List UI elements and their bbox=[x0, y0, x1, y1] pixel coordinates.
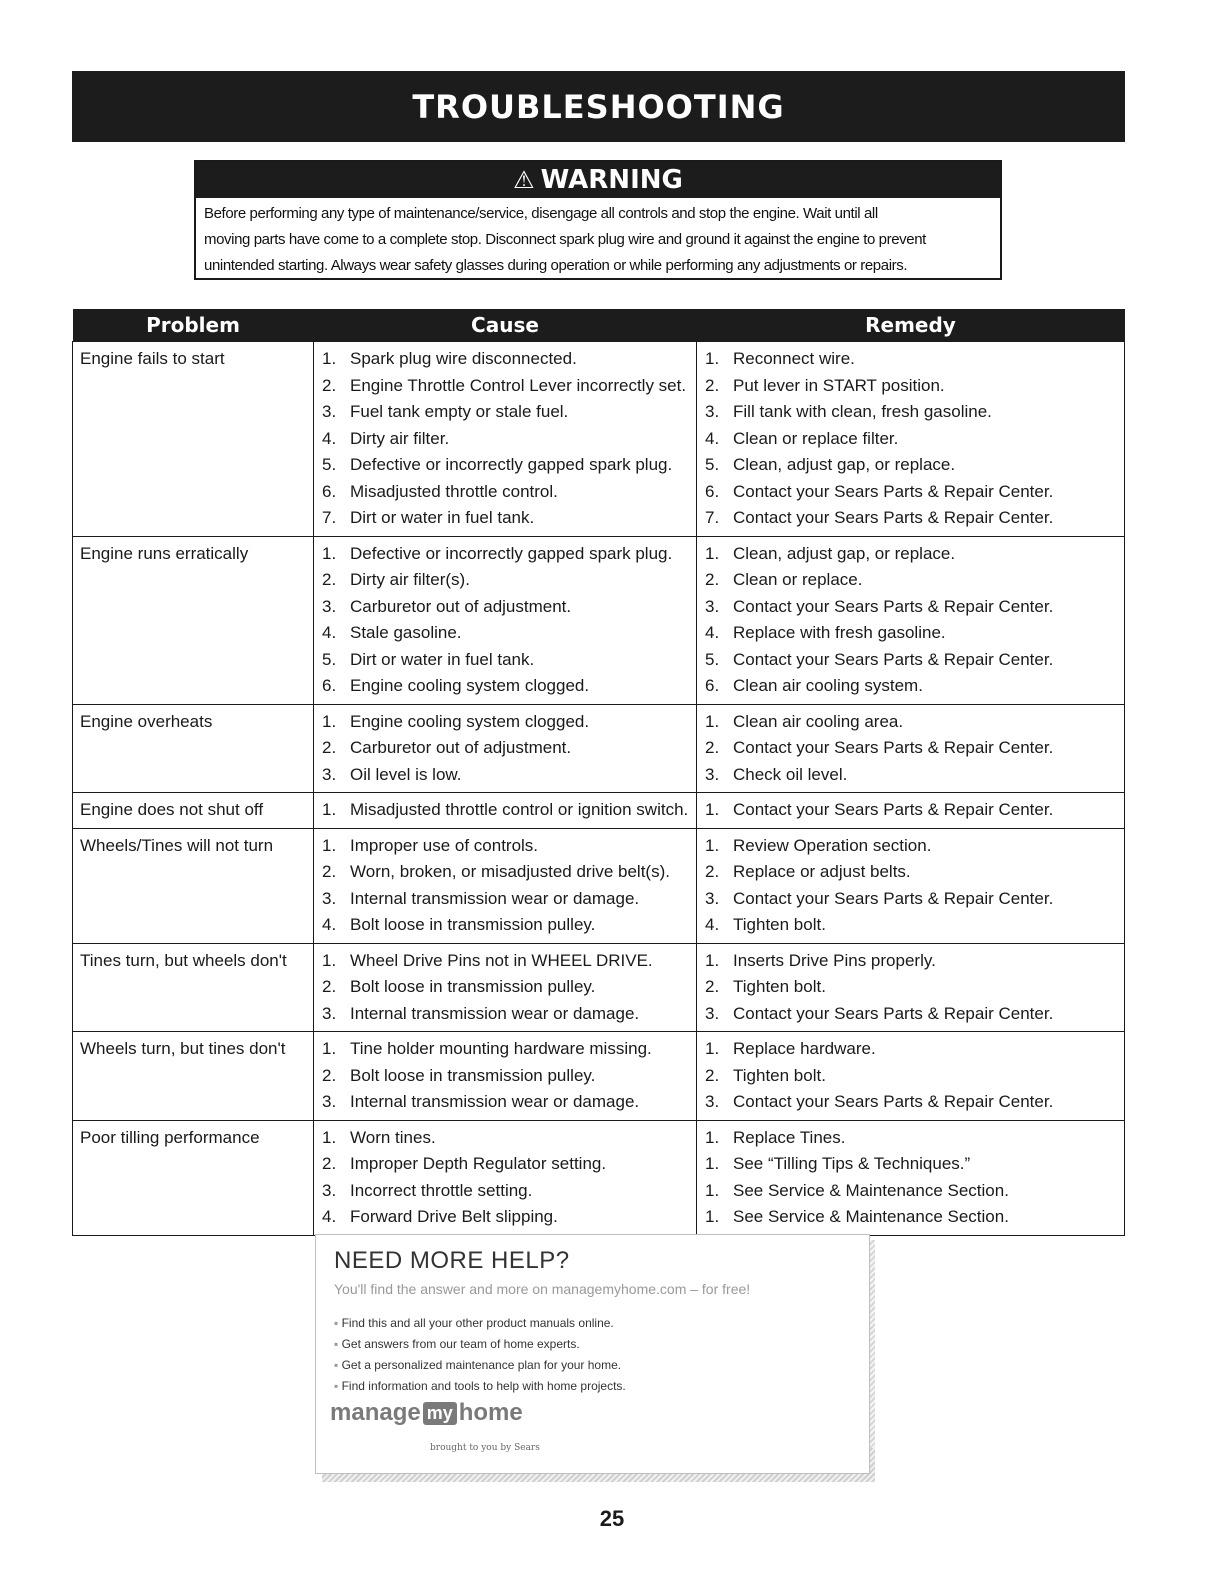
warning-box bbox=[194, 160, 1002, 280]
cause-text: Bolt loose in transmission pulley. bbox=[350, 915, 596, 935]
column-header-problem: Problem bbox=[73, 309, 314, 342]
remedy-item bbox=[697, 594, 1124, 621]
remedy-text: Contact your Sears Parts & Repair Center. bbox=[733, 738, 1054, 758]
page-title: TROUBLESHOOTING bbox=[412, 87, 785, 126]
remedy-text: Clean air cooling system. bbox=[733, 676, 923, 696]
cause-text: Bolt loose in transmission pulley. bbox=[350, 1065, 596, 1085]
remedy-cell bbox=[697, 704, 1125, 793]
warning-line: moving parts have come to a complete stop. Disconnect spark plug wire and ground it against the engine to prevent bbox=[204, 231, 926, 248]
cause-text: Improper Depth Regulator setting. bbox=[350, 1154, 607, 1174]
cause-item bbox=[314, 373, 696, 400]
cause-number: 2. bbox=[322, 738, 337, 758]
cause-item bbox=[314, 709, 696, 736]
remedy-number: 3. bbox=[705, 596, 720, 616]
remedy-number: 1. bbox=[705, 1154, 720, 1174]
logo-text-home: home bbox=[458, 1399, 523, 1426]
troubleshooting-table bbox=[72, 309, 1125, 1236]
cause-cell bbox=[314, 1120, 697, 1235]
remedy-number: 4. bbox=[705, 623, 720, 643]
cause-item bbox=[314, 1036, 696, 1063]
problem-cell: Poor tilling performance bbox=[73, 1120, 314, 1235]
cause-text: Tine holder mounting hardware missing. bbox=[350, 1039, 652, 1059]
cause-text: Engine Throttle Control Lever incorrectly set. bbox=[350, 375, 687, 395]
remedy-number: 2. bbox=[705, 862, 720, 882]
remedy-item bbox=[697, 1125, 1124, 1152]
cause-number: 3. bbox=[322, 1003, 337, 1023]
remedy-item bbox=[697, 452, 1124, 479]
cause-number: 2. bbox=[322, 862, 337, 882]
cause-number: 3. bbox=[322, 888, 337, 908]
problem-cell: Engine fails to start bbox=[73, 342, 314, 537]
cause-item bbox=[314, 886, 696, 913]
cause-item bbox=[314, 426, 696, 453]
remedy-number: 5. bbox=[705, 455, 720, 475]
cause-text: Dirty air filter. bbox=[350, 428, 450, 448]
remedy-text: Clean or replace. bbox=[733, 570, 863, 590]
remedy-item bbox=[697, 1151, 1124, 1178]
remedy-text: Contact your Sears Parts & Repair Center. bbox=[733, 1003, 1054, 1023]
cause-item bbox=[314, 594, 696, 621]
cause-text: Spark plug wire disconnected. bbox=[350, 349, 577, 369]
remedy-item bbox=[697, 709, 1124, 736]
help-title: NEED MORE HELP? bbox=[334, 1247, 570, 1274]
cause-item bbox=[314, 479, 696, 506]
cause-number: 5. bbox=[322, 649, 337, 669]
remedy-item bbox=[697, 505, 1124, 532]
table-row bbox=[73, 1120, 1125, 1235]
cause-item bbox=[314, 399, 696, 426]
remedy-number: 3. bbox=[705, 764, 720, 784]
cause-item bbox=[314, 797, 696, 824]
logo-text-manage: manage bbox=[330, 1399, 421, 1426]
warning-line: Before performing any type of maintenance/service, disengage all controls and stop the engine. Wait until all bbox=[204, 205, 878, 222]
cause-number: 6. bbox=[322, 481, 337, 501]
table-row bbox=[73, 1032, 1125, 1121]
table-row bbox=[73, 943, 1125, 1032]
cause-number: 7. bbox=[322, 508, 337, 528]
cause-item bbox=[314, 1151, 696, 1178]
remedy-number: 5. bbox=[705, 649, 720, 669]
managemyhome-logo bbox=[330, 1399, 523, 1427]
need-more-help-box bbox=[315, 1234, 870, 1474]
remedy-number: 3. bbox=[705, 888, 720, 908]
cause-text: Internal transmission wear or damage. bbox=[350, 1003, 640, 1023]
column-header-cause: Cause bbox=[314, 309, 697, 342]
remedy-number: 6. bbox=[705, 676, 720, 696]
remedy-text: Contact your Sears Parts & Repair Center. bbox=[733, 800, 1054, 820]
remedy-number: 2. bbox=[705, 375, 720, 395]
remedy-cell bbox=[697, 1120, 1125, 1235]
cause-number: 1. bbox=[322, 800, 337, 820]
cause-text: Oil level is low. bbox=[350, 764, 462, 784]
cause-text: Wheel Drive Pins not in WHEEL DRIVE. bbox=[350, 950, 653, 970]
remedy-item bbox=[697, 735, 1124, 762]
remedy-item bbox=[697, 886, 1124, 913]
remedy-item bbox=[697, 541, 1124, 568]
cause-number: 1. bbox=[322, 1039, 337, 1059]
remedy-text: Replace with fresh gasoline. bbox=[733, 623, 946, 643]
cause-item bbox=[314, 1178, 696, 1205]
cause-item bbox=[314, 912, 696, 939]
cause-cell bbox=[314, 828, 697, 943]
cause-text: Worn, broken, or misadjusted drive belt(s). bbox=[350, 862, 670, 882]
cause-text: Engine cooling system clogged. bbox=[350, 711, 590, 731]
remedy-text: Replace hardware. bbox=[733, 1039, 876, 1059]
cause-text: Carburetor out of adjustment. bbox=[350, 596, 572, 616]
remedy-number: 3. bbox=[705, 1003, 720, 1023]
remedy-item bbox=[697, 1036, 1124, 1063]
cause-text: Forward Drive Belt slipping. bbox=[350, 1207, 558, 1227]
remedy-cell bbox=[697, 828, 1125, 943]
table-row bbox=[73, 793, 1125, 829]
remedy-item bbox=[697, 1204, 1124, 1231]
remedy-item bbox=[697, 1178, 1124, 1205]
remedy-item bbox=[697, 647, 1124, 674]
help-bullet: ▪ Get answers from our team of home experts. bbox=[334, 1334, 626, 1355]
cause-number: 1. bbox=[322, 1127, 337, 1147]
cause-item bbox=[314, 1089, 696, 1116]
problem-cell: Tines turn, but wheels don't bbox=[73, 943, 314, 1032]
remedy-item bbox=[697, 1089, 1124, 1116]
remedy-text: Contact your Sears Parts & Repair Center. bbox=[733, 508, 1054, 528]
cause-text: Worn tines. bbox=[350, 1127, 436, 1147]
remedy-text: Tighten bolt. bbox=[733, 977, 826, 997]
cause-number: 3. bbox=[322, 1180, 337, 1200]
cause-number: 2. bbox=[322, 375, 337, 395]
problem-cell: Engine does not shut off bbox=[73, 793, 314, 829]
page-number: 25 bbox=[599, 1506, 625, 1531]
problem-cell: Engine runs erratically bbox=[73, 536, 314, 704]
cause-text: Dirt or water in fuel tank. bbox=[350, 649, 535, 669]
remedy-item bbox=[697, 399, 1124, 426]
remedy-cell bbox=[697, 342, 1125, 537]
logo-text-my: my bbox=[423, 1402, 457, 1425]
remedy-text: See Service & Maintenance Section. bbox=[733, 1180, 1009, 1200]
remedy-item bbox=[697, 859, 1124, 886]
remedy-number: 1. bbox=[705, 835, 720, 855]
remedy-text: Reconnect wire. bbox=[733, 349, 855, 369]
remedy-number: 1. bbox=[705, 711, 720, 731]
cause-item bbox=[314, 541, 696, 568]
remedy-text: Contact your Sears Parts & Repair Center. bbox=[733, 596, 1054, 616]
warning-line: unintended starting. Always wear safety glasses during operation or while performing any adjustments or repairs. bbox=[204, 257, 908, 274]
remedy-item bbox=[697, 373, 1124, 400]
cause-number: 4. bbox=[322, 915, 337, 935]
remedy-cell bbox=[697, 536, 1125, 704]
remedy-item bbox=[697, 673, 1124, 700]
cause-item bbox=[314, 974, 696, 1001]
remedy-text: Clean air cooling area. bbox=[733, 711, 904, 731]
cause-cell bbox=[314, 536, 697, 704]
remedy-text: Contact your Sears Parts & Repair Center. bbox=[733, 888, 1054, 908]
remedy-number: 1. bbox=[705, 1127, 720, 1147]
cause-item bbox=[314, 1125, 696, 1152]
remedy-text: Replace Tines. bbox=[733, 1127, 846, 1147]
logo-tagline: brought to you by Sears bbox=[430, 1443, 540, 1453]
help-bullet: ▪ Find information and tools to help with home projects. bbox=[334, 1376, 626, 1397]
remedy-number: 1. bbox=[705, 1180, 720, 1200]
cause-text: Fuel tank empty or stale fuel. bbox=[350, 402, 569, 422]
help-bullet-list bbox=[334, 1313, 626, 1397]
column-header-remedy: Remedy bbox=[697, 309, 1125, 342]
remedy-number: 1. bbox=[705, 1207, 720, 1227]
remedy-number: 2. bbox=[705, 570, 720, 590]
remedy-text: Contact your Sears Parts & Repair Center. bbox=[733, 1092, 1054, 1112]
page-title-banner bbox=[72, 71, 1125, 142]
help-bullet: ▪ Get a personalized maintenance plan for your home. bbox=[334, 1355, 626, 1376]
cause-item bbox=[314, 833, 696, 860]
cause-number: 4. bbox=[322, 623, 337, 643]
cause-item bbox=[314, 647, 696, 674]
cause-item bbox=[314, 948, 696, 975]
remedy-item bbox=[697, 346, 1124, 373]
warning-header bbox=[196, 162, 1000, 198]
cause-number: 2. bbox=[322, 570, 337, 590]
table-row bbox=[73, 828, 1125, 943]
remedy-text: Contact your Sears Parts & Repair Center. bbox=[733, 649, 1054, 669]
cause-cell bbox=[314, 793, 697, 829]
cause-number: 3. bbox=[322, 596, 337, 616]
help-bullet: ▪ Find this and all your other product manuals online. bbox=[334, 1313, 626, 1334]
cause-item bbox=[314, 859, 696, 886]
problem-cell: Wheels/Tines will not turn bbox=[73, 828, 314, 943]
remedy-text: Check oil level. bbox=[733, 764, 848, 784]
cause-number: 1. bbox=[322, 543, 337, 563]
remedy-number: 6. bbox=[705, 481, 720, 501]
remedy-number: 2. bbox=[705, 738, 720, 758]
remedy-cell bbox=[697, 1032, 1125, 1121]
remedy-text: Clean or replace filter. bbox=[733, 428, 899, 448]
remedy-number: 1. bbox=[705, 950, 720, 970]
cause-number: 3. bbox=[322, 402, 337, 422]
cause-item bbox=[314, 567, 696, 594]
table-body bbox=[73, 342, 1125, 1236]
cause-item bbox=[314, 505, 696, 532]
cause-cell bbox=[314, 704, 697, 793]
cause-number: 2. bbox=[322, 1065, 337, 1085]
cause-text: Improper use of controls. bbox=[350, 835, 539, 855]
remedy-number: 1. bbox=[705, 349, 720, 369]
cause-number: 3. bbox=[322, 1092, 337, 1112]
remedy-item bbox=[697, 1063, 1124, 1090]
remedy-number: 2. bbox=[705, 1065, 720, 1085]
cause-number: 2. bbox=[322, 1154, 337, 1174]
cause-item bbox=[314, 673, 696, 700]
table-header-row bbox=[73, 309, 1125, 342]
cause-text: Incorrect throttle setting. bbox=[350, 1180, 533, 1200]
cause-text: Defective or incorrectly gapped spark plug. bbox=[350, 543, 673, 563]
cause-item bbox=[314, 1001, 696, 1028]
remedy-item bbox=[697, 762, 1124, 789]
cause-number: 4. bbox=[322, 1207, 337, 1227]
cause-number: 5. bbox=[322, 455, 337, 475]
cause-number: 1. bbox=[322, 349, 337, 369]
table-row bbox=[73, 342, 1125, 537]
cause-number: 1. bbox=[322, 950, 337, 970]
cause-text: Bolt loose in transmission pulley. bbox=[350, 977, 596, 997]
remedy-item bbox=[697, 426, 1124, 453]
cause-text: Dirty air filter(s). bbox=[350, 570, 470, 590]
cause-number: 6. bbox=[322, 676, 337, 696]
remedy-cell bbox=[697, 793, 1125, 829]
remedy-item bbox=[697, 479, 1124, 506]
table-row bbox=[73, 704, 1125, 793]
cause-item bbox=[314, 452, 696, 479]
cause-text: Misadjusted throttle control. bbox=[350, 481, 558, 501]
remedy-text: Replace or adjust belts. bbox=[733, 862, 911, 882]
cause-item bbox=[314, 1204, 696, 1231]
remedy-item bbox=[697, 833, 1124, 860]
cause-text: Misadjusted throttle control or ignition switch. bbox=[350, 800, 689, 820]
remedy-text: Tighten bolt. bbox=[733, 915, 826, 935]
remedy-number: 3. bbox=[705, 1092, 720, 1112]
cause-number: 1. bbox=[322, 711, 337, 731]
remedy-item bbox=[697, 948, 1124, 975]
cause-text: Internal transmission wear or damage. bbox=[350, 1092, 640, 1112]
remedy-number: 1. bbox=[705, 800, 720, 820]
cause-number: 4. bbox=[322, 428, 337, 448]
warning-label: WARNING bbox=[540, 165, 683, 195]
warning-triangle-icon: ⚠ bbox=[513, 166, 535, 194]
remedy-item bbox=[697, 974, 1124, 1001]
remedy-number: 1. bbox=[705, 1039, 720, 1059]
remedy-item bbox=[697, 797, 1124, 824]
cause-text: Stale gasoline. bbox=[350, 623, 462, 643]
remedy-number: 4. bbox=[705, 915, 720, 935]
remedy-number: 7. bbox=[705, 508, 720, 528]
remedy-text: Clean, adjust gap, or replace. bbox=[733, 543, 956, 563]
remedy-text: Tighten bolt. bbox=[733, 1065, 826, 1085]
remedy-cell bbox=[697, 943, 1125, 1032]
cause-item bbox=[314, 620, 696, 647]
remedy-item bbox=[697, 1001, 1124, 1028]
cause-item bbox=[314, 1063, 696, 1090]
remedy-number: 1. bbox=[705, 543, 720, 563]
remedy-number: 4. bbox=[705, 428, 720, 448]
remedy-text: See “Tilling Tips & Techniques.” bbox=[733, 1154, 971, 1174]
cause-text: Dirt or water in fuel tank. bbox=[350, 508, 535, 528]
remedy-number: 3. bbox=[705, 402, 720, 422]
remedy-text: See Service & Maintenance Section. bbox=[733, 1207, 1009, 1227]
help-subtitle: You'll find the answer and more on managemyhome.com – for free! bbox=[334, 1281, 751, 1297]
cause-item bbox=[314, 346, 696, 373]
cause-number: 3. bbox=[322, 764, 337, 784]
cause-number: 1. bbox=[322, 835, 337, 855]
problem-cell: Wheels turn, but tines don't bbox=[73, 1032, 314, 1121]
cause-text: Engine cooling system clogged. bbox=[350, 676, 590, 696]
remedy-text: Put lever in START position. bbox=[733, 375, 945, 395]
cause-cell bbox=[314, 342, 697, 537]
remedy-text: Contact your Sears Parts & Repair Center. bbox=[733, 481, 1054, 501]
cause-number: 2. bbox=[322, 977, 337, 997]
remedy-number: 2. bbox=[705, 977, 720, 997]
cause-item bbox=[314, 735, 696, 762]
remedy-item bbox=[697, 567, 1124, 594]
warning-text bbox=[196, 198, 1000, 279]
remedy-text: Inserts Drive Pins properly. bbox=[733, 950, 936, 970]
remedy-text: Fill tank with clean, fresh gasoline. bbox=[733, 402, 992, 422]
cause-cell bbox=[314, 943, 697, 1032]
remedy-item bbox=[697, 620, 1124, 647]
remedy-item bbox=[697, 912, 1124, 939]
cause-text: Carburetor out of adjustment. bbox=[350, 738, 572, 758]
table-row bbox=[73, 536, 1125, 704]
cause-text: Internal transmission wear or damage. bbox=[350, 888, 640, 908]
remedy-text: Review Operation section. bbox=[733, 835, 932, 855]
cause-text: Defective or incorrectly gapped spark plug. bbox=[350, 455, 673, 475]
cause-cell bbox=[314, 1032, 697, 1121]
remedy-text: Clean, adjust gap, or replace. bbox=[733, 455, 956, 475]
problem-cell: Engine overheats bbox=[73, 704, 314, 793]
cause-item bbox=[314, 762, 696, 789]
